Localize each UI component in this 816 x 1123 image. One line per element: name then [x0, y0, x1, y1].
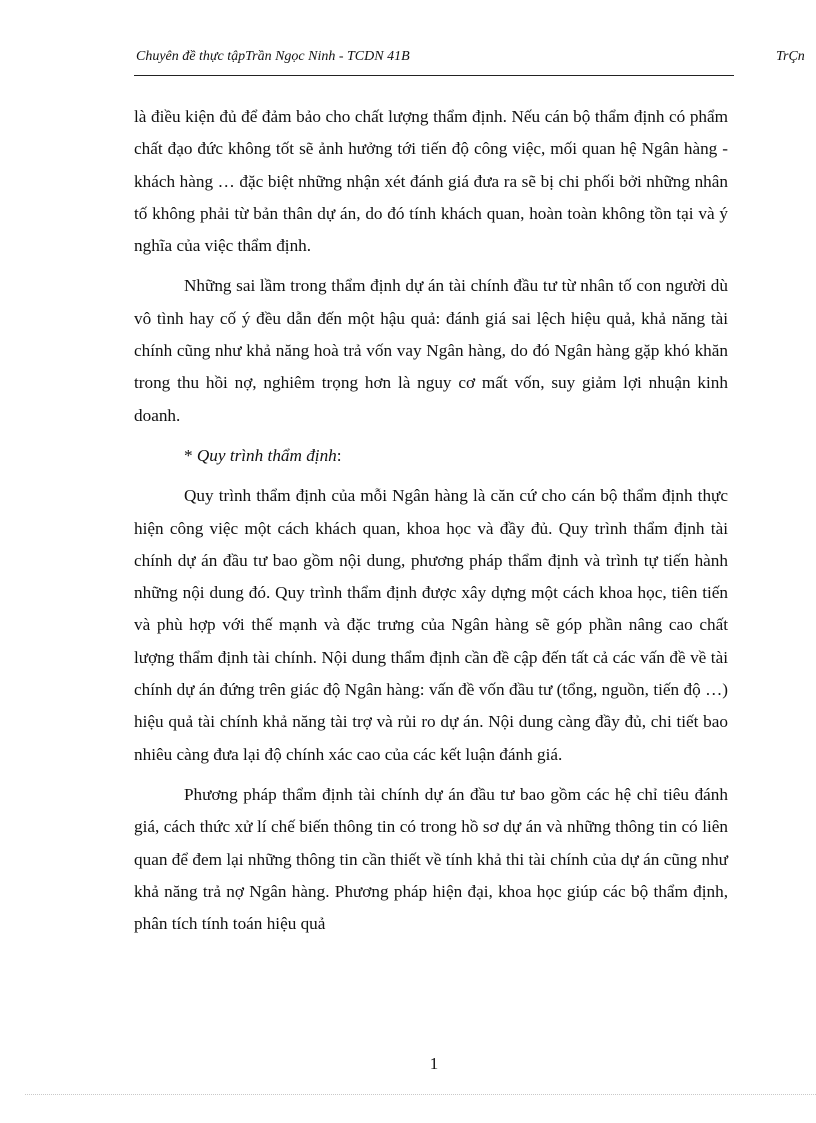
header-divider [134, 75, 734, 76]
paragraph-human-factor: Những sai lầm trong thẩm định dự án tài chính đầu tư từ nhân tố con người dù vô tình hay cố ý đều dẫn đến một hậu quả: đánh giá sai lệch hiệu quả, khả năng tài chính cũng như khả năng hoà trả vốn vay Ngân hàng, do đó Ngân hàng gặp khó khăn trong thu hồi nợ, nghiêm trọng hơn là nguy cơ mất vốn, suy giảm lợi nhuận kinh doanh. [134, 276, 728, 425]
section-heading [134, 440, 728, 472]
heading-bullet: * [184, 445, 197, 465]
page-bottom-divider [25, 1094, 816, 1095]
paragraph-continuation: là điều kiện đủ để đảm bảo cho chất lượng thẩm định. Nếu cán bộ thẩm định có phẩm chất đạo đức không tốt sẽ ảnh hưởng tới tiến độ công việc, mối quan hệ Ngân hàng - khách hàng … đặc biệt những nhận xét đánh giá đưa ra sẽ bị chi phối bởi những nhân tố không phải từ bản thân dự án, do đó tính khách quan, hoàn toàn không tồn tại và ý nghĩa của việc thẩm định. [134, 107, 728, 256]
header-document-title: Chuyên đề thực tậpTrần Ngọc Ninh - TCDN 41B [136, 49, 410, 64]
paragraph-appraisal-process: Quy trình thẩm định của mỗi Ngân hàng là căn cứ cho cán bộ thẩm định thực hiện công việc một cách khách quan, khoa học và đầy đủ. Quy trình thẩm định tài chính dự án đầu tư bao gồm nội dung, phương pháp thẩm định và trình tự tiến hành những nội dung đó. Quy trình thẩm định được xây dựng một cách khoa học, tiên tiến và phù hợp với thế mạnh và đặc trưng của Ngân hàng sẽ góp phần nâng cao chất lượng thẩm định tài chính. Nội dung thẩm định cần đề cập đến tất cả các vấn đề về tài chính dự án đứng trên giác độ Ngân hàng: vấn đề vốn đầu tư (tổng, nguồn, tiến độ …) hiệu quả tài chính khả năng tài trợ và rủi ro dự án. Nội dung càng đầy đủ, chi tiết bao nhiêu càng đưa lại độ chính xác cao của các kết luận đánh giá. [134, 486, 728, 764]
page-number: 1 [429, 1054, 439, 1073]
document-body [134, 101, 728, 948]
paragraph-appraisal-method: Phương pháp thẩm định tài chính dự án đầu tư bao gồm các hệ chỉ tiêu đánh giá, cách thức xử lí chế biến thông tin có trong hồ sơ dự án và những thông tin có liên quan để đem lại những thông tin cần thiết về tính khả thi tài chính của dự án cũng như khả năng trả nợ Ngân hàng. Phương pháp hiện đại, khoa học giúp các bộ thẩm định, phân tích tính toán hiệu quả [134, 784, 728, 934]
header-author-name: TrÇn [776, 49, 805, 64]
heading-colon: : [336, 445, 342, 465]
heading-title: Quy trình thẩm định [196, 445, 337, 465]
